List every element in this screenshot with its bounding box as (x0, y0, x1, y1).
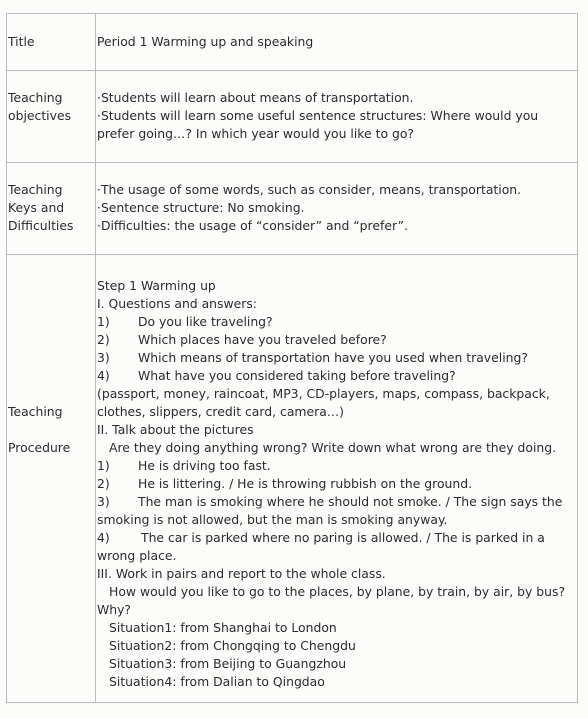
label-line: Procedure (8, 440, 71, 455)
procedure-text: Do you like traveling? (138, 314, 273, 329)
procedure-line (97, 583, 575, 601)
procedure-line (97, 367, 575, 385)
table-row-title (7, 14, 577, 71)
procedure-line (97, 277, 575, 295)
row-label (8, 89, 94, 125)
table-row-keys-difficulties (7, 163, 577, 255)
procedure-line (97, 439, 575, 457)
procedure-line (97, 385, 575, 403)
procedure-text: III. Work in pairs and report to the whole class. (97, 566, 386, 581)
list-number: 3) (97, 350, 110, 365)
procedure-line (97, 493, 575, 511)
procedure-line (97, 511, 575, 529)
procedure-line (97, 421, 575, 439)
procedure-line (97, 637, 575, 655)
procedure-text: I. Questions and answers: (97, 296, 257, 311)
procedure-text: Why? (97, 602, 132, 617)
procedure-line (97, 529, 575, 547)
procedure-text: Situation3: from Beijing to Guangzhou (109, 656, 347, 671)
content-line: ·Students will learn about means of transportation. (97, 90, 414, 105)
content-line: ·The usage of some words, such as consider, means, transportation. (97, 182, 522, 197)
label-line: Teaching (8, 404, 63, 419)
procedure-line (97, 349, 575, 367)
list-number: 1) (97, 458, 110, 473)
procedure-text: Are they doing anything wrong? Write down what wrong are they doing. (109, 440, 557, 455)
procedure-text: The man is smoking where he should not smoke. / The sign says the (138, 494, 563, 509)
procedure-line (97, 619, 575, 637)
procedure-line (97, 457, 575, 475)
procedure-line (97, 331, 575, 349)
label-line: Teaching (8, 182, 63, 197)
content-line: ·Students will learn some useful sentence structures: Where would you (97, 108, 539, 123)
procedure-text: How would you like to go to the places, by plane, by train, by air, by bus? (109, 584, 566, 599)
procedure-line (97, 475, 575, 493)
label-line: objectives (8, 108, 72, 123)
procedure-line (97, 547, 575, 565)
procedure-text: He is littering. / He is throwing rubbish on the ground. (138, 476, 473, 491)
label-line: Title (8, 34, 35, 49)
list-number: 4) (97, 368, 110, 383)
procedure-text: Situation4: from Dalian to Qingdao (109, 674, 325, 689)
row-content (97, 89, 575, 143)
procedure-line (97, 313, 575, 331)
procedure-text: Which places have you traveled before? (138, 332, 387, 347)
procedure-text: II. Talk about the pictures (97, 422, 254, 437)
procedure-text: What have you considered taking before traveling? (138, 368, 456, 383)
content-line: ·Difficulties: the usage of “consider” and “prefer”. (97, 218, 408, 233)
list-number: 4) (97, 530, 110, 545)
list-number: 2) (97, 332, 110, 347)
procedure-text: (passport, money, raincoat, MP3, CD-players, maps, compass, backpack, (97, 386, 550, 401)
procedure-text: clothes, slippers, credit card, camera…) (97, 404, 345, 419)
table-row-objectives (7, 71, 577, 163)
list-number: 1) (97, 314, 110, 329)
list-number: 2) (97, 476, 110, 491)
label-line: Keys and (8, 200, 65, 215)
row-label (8, 439, 94, 457)
procedure-line (97, 655, 575, 673)
procedure-line (97, 565, 575, 583)
row-label (8, 181, 94, 235)
procedure-line (97, 295, 575, 313)
procedure-line (97, 673, 575, 691)
table-row-procedure (7, 255, 577, 702)
procedure-line (97, 601, 575, 619)
content-line: prefer going…? In which year would you like to go? (97, 126, 415, 141)
label-line: Teaching (8, 90, 63, 105)
procedure-text: He is driving too fast. (138, 458, 271, 473)
row-label (8, 403, 94, 421)
procedure-text: Step 1 Warming up (97, 278, 216, 293)
procedure-text: The car is parked where no paring is allowed. / The is parked in a (141, 530, 545, 545)
label-line: Difficulties (8, 218, 74, 233)
row-content (97, 181, 575, 235)
procedure-text: smoking is not allowed, but the man is smoking anyway. (97, 512, 448, 527)
lesson-plan-table (6, 13, 578, 703)
procedure-text: Which means of transportation have you used when traveling? (138, 350, 528, 365)
procedure-text: Situation2: from Chongqing to Chengdu (109, 638, 356, 653)
procedure-content (97, 277, 575, 691)
row-label (8, 33, 94, 51)
content-line: ·Sentence structure: No smoking. (97, 200, 305, 215)
content-line: Period 1 Warming up and speaking (97, 34, 314, 49)
list-number: 3) (97, 494, 110, 509)
procedure-text: wrong place. (97, 548, 177, 563)
procedure-text: Situation1: from Shanghai to London (109, 620, 337, 635)
row-content (97, 33, 575, 51)
procedure-line (97, 403, 575, 421)
